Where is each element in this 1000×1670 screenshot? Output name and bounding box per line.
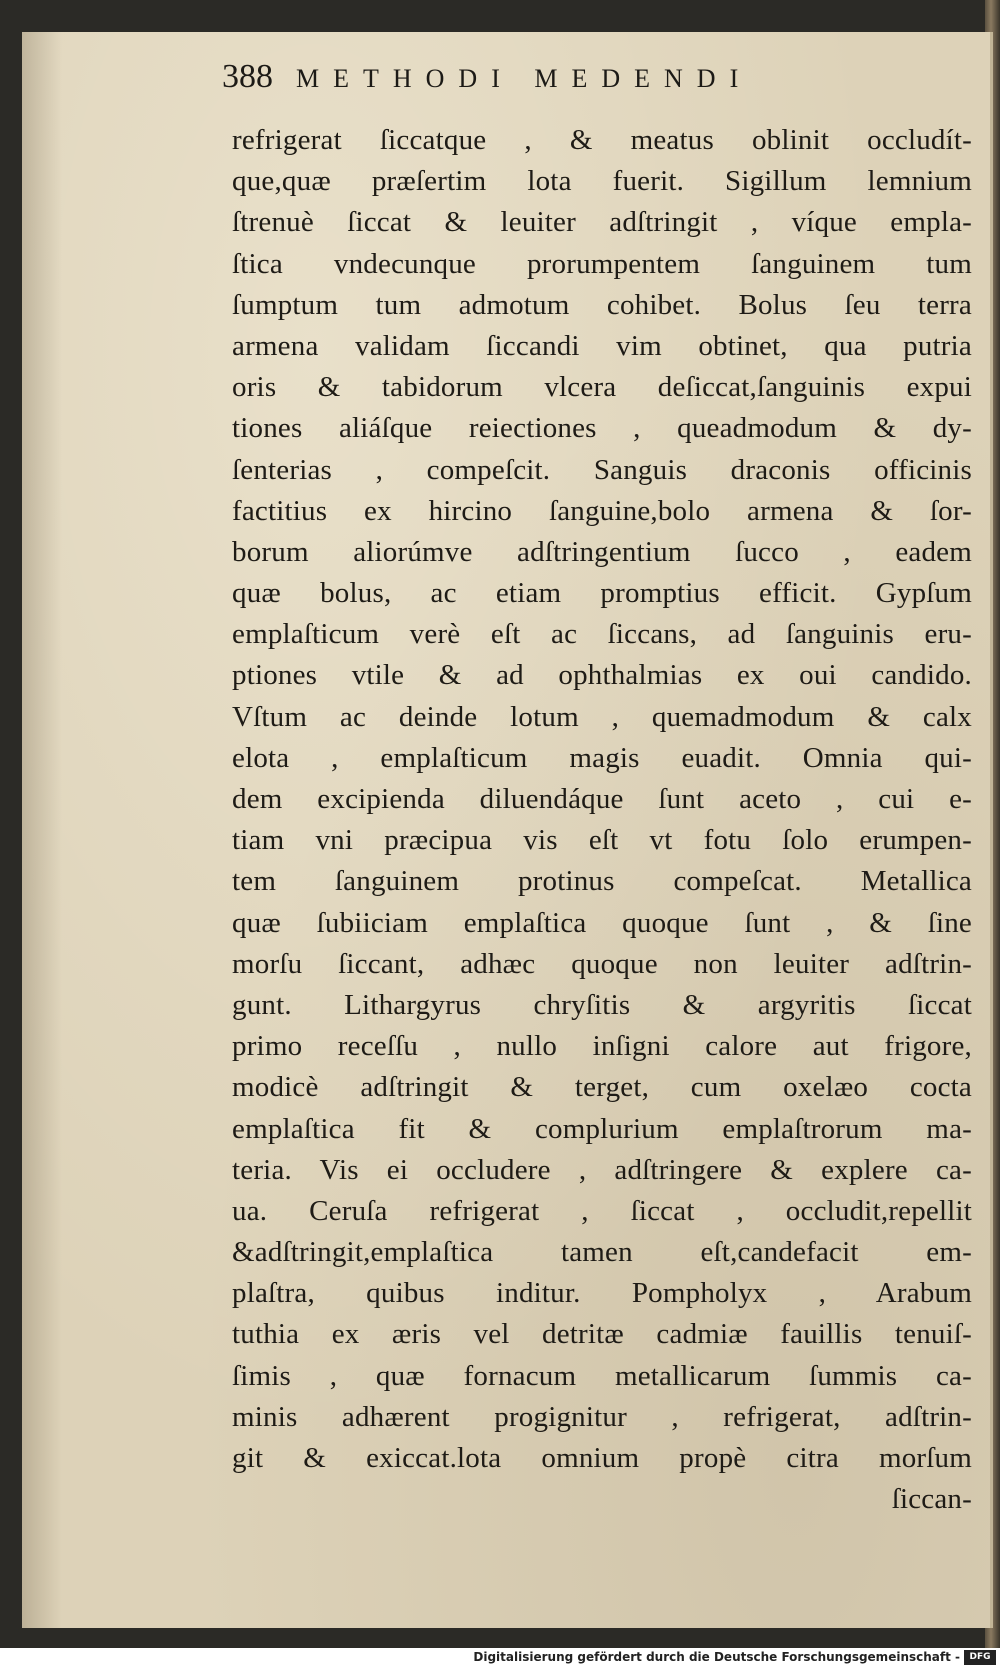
text-body: [232, 120, 972, 1520]
text-line: armena validam ſiccandi vim obtinet, qua putria: [232, 329, 972, 362]
text-line: quæ ſubiiciam emplaſtica quoque ſunt , & ſine: [232, 906, 972, 939]
gutter-shadow: [22, 32, 62, 1628]
text-line: ptiones vtile & ad ophthalmias ex oui candido.: [232, 659, 972, 692]
text-line: ſtrenuè ſiccat & leuiter adſtringit , víque empla-: [232, 206, 972, 239]
text-line: factitius ex hircino ſanguine,bolo armena & ſor-: [232, 494, 972, 527]
text-line: borum aliorúmve adſtringentium ſucco , eadem: [232, 535, 972, 568]
text-line: teria. Vis ei occludere , adſtringere & explere ca-: [232, 1153, 972, 1186]
text-line: minis adhærent progignitur , refrigerat, adſtrin-: [232, 1400, 972, 1433]
text-line: quæ bolus, ac etiam promptius efficit. Gypſum: [232, 577, 972, 610]
text-line: Vſtum ac deinde lotum , quemadmodum & calx: [232, 700, 972, 733]
text-line: morſu ſiccant, adhæc quoque non leuiter adſtrin-: [232, 947, 972, 980]
text-line: emplaſticum verè eſt ac ſiccans, ad ſanguinis eru-: [232, 618, 972, 651]
text-line: refrigerat ſiccatque , & meatus oblinit occludít-: [232, 124, 972, 156]
text-line: oris & tabidorum vlcera deſiccat,ſanguinis expui: [232, 371, 972, 404]
page-header: [222, 58, 922, 108]
text-line: tuthia ex æris vel detritæ cadmiæ fauillis tenuiſ-: [232, 1318, 972, 1351]
text-line: ſimis , quæ fornacum metallicarum ſummis ca-: [232, 1359, 972, 1392]
footer-bar: [0, 1648, 1000, 1670]
page-number: 388: [222, 58, 273, 95]
text-line: ſtica vndecunque prorumpentem ſanguinem tum: [232, 247, 972, 280]
text-line: emplaſtica fit & complurium emplaſtrorum ma-: [232, 1112, 972, 1145]
text-line: ua. Ceruſa refrigerat , ſiccat , occludit,repellit: [232, 1194, 972, 1227]
dfg-logo: DFG: [964, 1650, 996, 1665]
footer-credit: Digitalisierung gefördert durch die Deutsche Forschungsgemeinschaft -: [473, 1650, 960, 1664]
text-line: git & exiccat.lota omnium propè citra morſum: [232, 1442, 972, 1474]
text-line: modicè adſtringit & terget, cum oxelæo cocta: [232, 1071, 972, 1104]
text-line: elota , emplaſticum magis euadit. Omnia qui-: [232, 741, 972, 774]
text-line: tiones aliáſque reiectiones , queadmodum & dy-: [232, 412, 972, 445]
text-line: ſiccan-: [891, 1483, 972, 1516]
text-line: ſenterias , compeſcit. Sanguis draconis officinis: [232, 453, 972, 486]
running-head: METHODI MEDENDI: [296, 64, 753, 93]
text-line: ſumptum tum admotum cohibet. Bolus ſeu terra: [232, 288, 972, 321]
text-line: tem ſanguinem protinus compeſcat. Metallica: [232, 865, 972, 898]
text-line: tiam vni præcipua vis eſt vt fotu ſolo erumpen-: [232, 824, 972, 857]
text-line: que,quæ præſertim lota fuerit. Sigillum lemnium: [232, 165, 972, 198]
text-line: &adſtringit,emplaſtica tamen eſt,candefacit em-: [232, 1236, 972, 1269]
text-line: plaſtra, quibus inditur. Pompholyx , Arabum: [232, 1277, 972, 1310]
text-line: dem excipienda diluendáque ſunt aceto , cui e-: [232, 783, 972, 815]
text-line: primo receſſu , nullo inſigni calore aut frigore,: [232, 1030, 972, 1063]
text-line: gunt. Lithargyrus chryſitis & argyritis ſiccat: [232, 988, 972, 1021]
